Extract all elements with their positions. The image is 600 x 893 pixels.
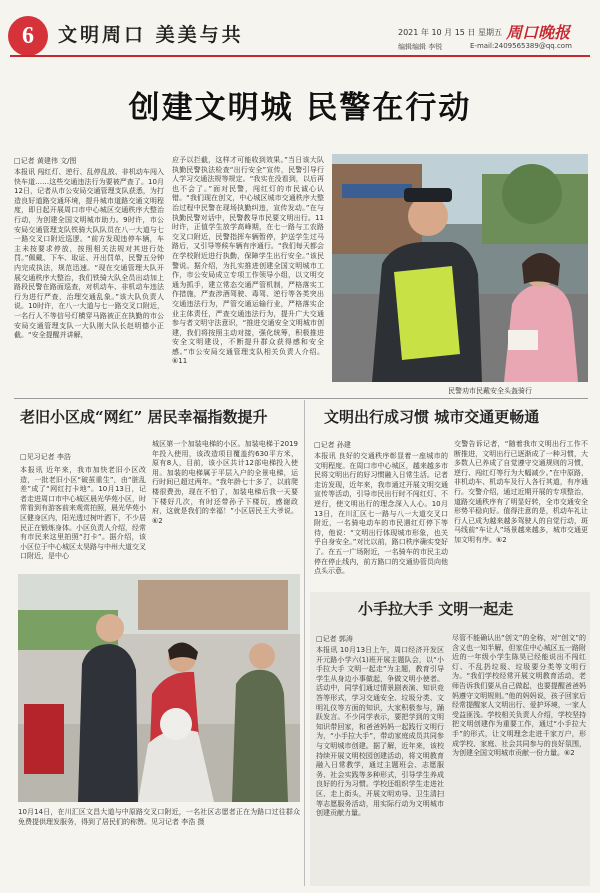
article1-byline: □记者 黄建伟 文/图 xyxy=(14,157,77,165)
article2-title: 老旧小区成“网红” 居民幸福指数提升 xyxy=(20,408,268,426)
article2-col2: 城区第一个加装电梯的小区。加装电梯于2019年投入使用，该改造项目覆盖约630平方米，原有8人，目前，该小区共计12部电梯投入使用。加装的电梯属于平层入户的全景电梯，运行时间已超过两年。“我年龄七十多了，以前爬楼很费劲，现在不怕了，加装电梯后我一天要下楼好几次，有时还带孙子下楼玩，感谢政府，这就是我们的幸福！”小区居民王大爷说。⑥2 xyxy=(152,440,298,525)
article4-col2: 尽管不能确认出“创文”的全称，对“创文”的含义也一知半解，但家住中心城区五一路附近的一年级小学生陈昊已经能说出不闯红灯、不乱扔垃圾、垃圾要分类等文明行为。“我们学校经常开展文明教育活动，老师告诉我们要从自己做起，也要提醒爸爸妈妈遵守文明规则。”他的妈妈说，孩子回家后经常提醒家人文明出行、爱护环境，一家人受益匪浅。学校相关负责人介绍，学校坚持把文明创建作为重要工作，通过“小手拉大手”的形式，让文明理念走进千家万户，形成学校、家庭、社会共同参与的良好氛围，为创建全国文明城市贡献一份力量。⑥2 xyxy=(452,634,586,758)
article4-col1: 本报讯 10月13日上午，周口经济开发区开元路小学六(1)班开展主题队会，以“小手拉大手 文明一起走”为主题，教育引导学生从身边小事做起，争做文明小使者。活动中，同学们通过情景剧表演、知识竞答等形式，学习交通安全、垃圾分类、文明礼仪等方面的知识，大家积极参与，踊跃发言。不少同学表示，要把学到的文明知识带回家，和爸爸妈妈一起践行文明行为，“小手拉大手”，带动家庭成员共同参与文明城市创建。据了解，近年来，该校持续开展文明校园创建活动，将文明教育融入日常教学，通过主题班会、志愿服务、社会实践等多种形式，引导学生养成良好的行为习惯。学校还组织学生走进社区、走上街头，开展文明劝导、卫生清扫等志愿服务活动，用实际行动为文明城市创建贡献力量。 xyxy=(316,646,444,818)
police-photo xyxy=(332,154,588,382)
police-photo-illustration xyxy=(332,154,588,382)
article4-title: 小手拉大手 文明一起走 xyxy=(358,600,514,618)
column-divider xyxy=(304,400,305,886)
divider-top xyxy=(14,398,588,399)
page-editor: 编辑编辑 李锐 xyxy=(398,43,443,51)
article2-col1: 本报讯 近年来，我市加快老旧小区改造，一批老旧小区“破茧重生”，由“脏乱差”成了“网红打卡地”。10月13日，记者走进周口市中心城区晨光华苑小区，时常看到有游客前来观赏拍照，晨光华苑小区健身区内，阳光透过树叶洒下，不少居民正在锻炼身体。小区负责人介绍，经常有市民来这里拍照“打卡”。据介绍，该小区位于中心城区太昊路与中州大道交叉口附近，是中心 xyxy=(20,466,146,561)
haircut-photo-illustration xyxy=(18,574,300,802)
page-number: 6 xyxy=(22,22,34,49)
article4-byline: □记者 郭涛 xyxy=(316,635,353,643)
main-headline: 创建文明城 民警在行动 xyxy=(128,90,472,126)
article3-col1: 本报讯 良好的交通秩序彰显着一座城市的文明程度。在周口市中心城区，越来越多市民将文明出行的好习惯融入日常生活。记者走访发现，近年来，我市通过开展文明交通宣传等活动，引导市民出行时不闯红灯、不逆行，使文明出行的理念深入人心。10月13日，在川汇区七一路与八一大道交叉口附近，一名骑电动车的市民遇红灯停下等待，他说：“文明出行体现城市形象，也关乎自身安全。”对比以前，路口秩序确实变好了。在五一广场附近，一名骑车的市民主动停在停止线内，前方路口的交通协管员向他点头示意。 xyxy=(314,452,448,576)
article3-byline: □记者 孙建 xyxy=(314,441,351,449)
page-number-badge xyxy=(8,16,48,56)
article3-title: 文明出行成习惯 城市交通更畅通 xyxy=(324,408,540,426)
photo1-caption: 民警劝市民戴安全头盔骑行 xyxy=(448,387,532,395)
newspaper-logo: 周口晚报 xyxy=(506,23,571,42)
article2-byline: □见习记者 李浩 xyxy=(20,453,71,461)
issue-date: 2021 年 10 月 15 日 星期五 xyxy=(398,28,502,37)
section-title: 文明周口 美美与共 xyxy=(58,24,244,46)
editor-email: E-mail:2409565389@qq.com xyxy=(470,42,572,50)
haircut-photo xyxy=(18,574,300,802)
article1-col1: 本报讯 闯红灯、逆行、乱停乱放、非机动车闯入快车道……这些交通违法行为要被严查了。10月12日，记者从市公安局交通管理支队获悉，为打造良好道路交通环境，提升城市道路交通文明程度，即日起开展周口市中心城区交通秩序大整治行动，为创建全国文明城市助力。9时许，市公安局交通管理支队铁骑大队队员在八一大道与七一路交叉口附近巡逻。“前方发现违停车辆，车主未按要求停放，按照相关法规对其进行处罚。”佩戴、下车、取证、开出罚单，民警五分钟内完成执法，规范迅速。“现在交通管理大队开展交通秩序大整治，我们铁骑大队全员出动加上路段民警在路面巡查，对机动车、非机动车违法行为进行严查，治理交通乱象。”该大队负责人说。10时许，在八一大道与七一路交叉口附近，一名行人不等信号灯横穿马路被正在执勤的市公安局交通管理支队一大队刚大队长赵明德小正截。“安全提醒并讲解， xyxy=(14,168,164,340)
masthead-rule xyxy=(10,55,590,57)
article3-col2: 交警告诉记者，“随着我市文明出行工作不断推进，文明出行已逐渐成了一种习惯，大多数人已养成了自觉遵守交通规则的习惯，逆行、闯红灯等行为大幅减少。”在中原路，非机动车、机动车及行人各行其道，有序通行。交警介绍，通过近期开展的专项整治，道路交通秩序有了明显好转，全市交通安全形势平稳向好。值得注意的是，机动车礼让行人已成为越来越多驾驶人的自觉行动，斑马线前“车让人”场景越来越多，城市交通更加文明有序。⑥2 xyxy=(454,440,588,544)
article1-col2: 应予以拦截，这样才可能收到效果。”当日该大队执勤民警执法检查“出行安全”宣传，民警引导行人学习交通法规等规定。“我实在没看到，以后再也不会了。”面对民警，闯红灯的市民诚心认错。“我们现在创文，中心城区城市交通秩序大整治过程中民警在现场执勤纠违，宣传发动。”在与执勤民警对话中，民警教导市民要文明出行。11时许，正值学生放学高峰期，在七一路与工农路交叉口附近，民警指挥车辆暂停，护送学生过马路后，又引导等候车辆有序通行。“我们每天都会在学校附近进行执勤，保障学生出行安全。”该民警说。据介绍，为扎实推进创建全国文明城市工作，市公安局成立专项工作领导小组，以文明交通为抓手，建立常态交通严管机制，严格落实工作措施，严查涉酒驾驶、毒驾、逆行等各类突出交通违法行为，严管交通运输行业，严格落实企业主体责任，严查交通违法行为，提升广大交通参与者文明守法意识，“推进交通安全文明城市创建，我们将按照主动对接，强化统筹，积极推进安全文明建设，不断提升群众获得感和安全感。”市公安局交通管理支队相关负责人介绍。⑥11 xyxy=(172,156,324,366)
photo2-caption: 10月14日，在川汇区文昌大道与中原路交叉口附近，一名社区志愿者正在为路口过往群众免费提供理发服务，得到了居民们的称赞。见习记者 李浩 摄 xyxy=(18,808,300,826)
